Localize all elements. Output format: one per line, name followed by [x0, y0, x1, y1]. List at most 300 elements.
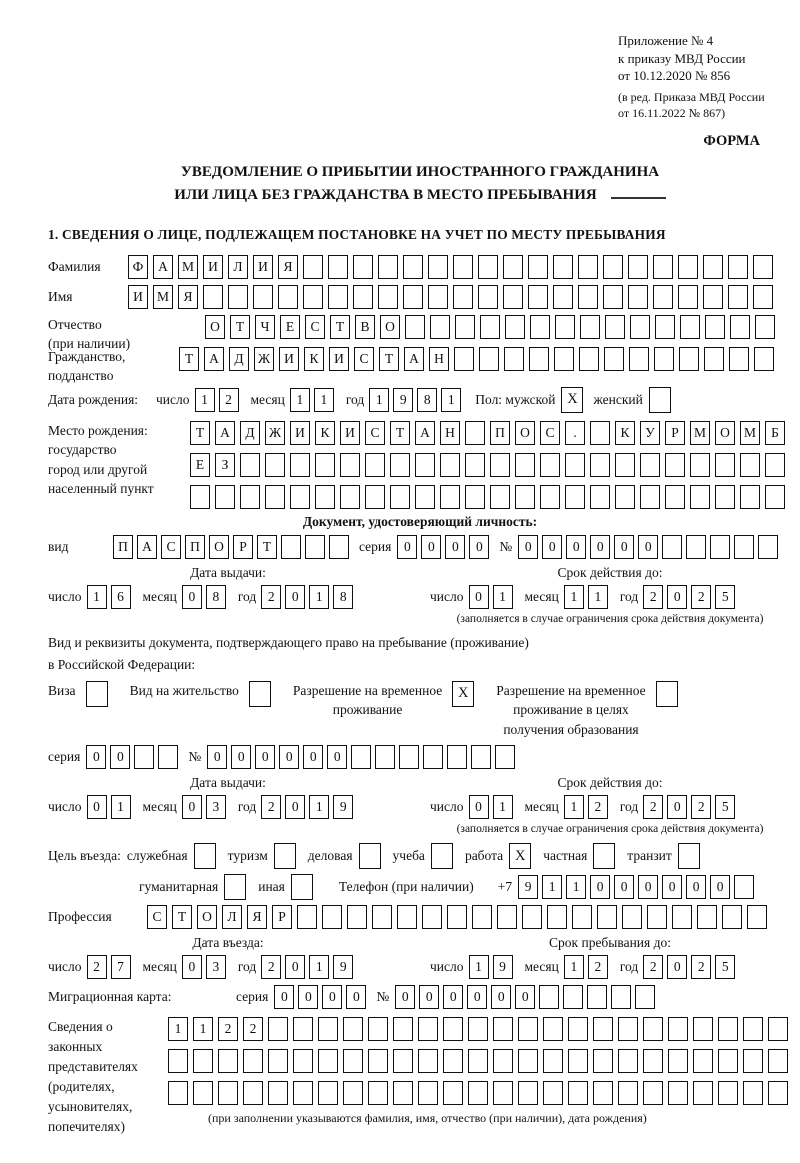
char-cell[interactable]: Ф: [128, 255, 148, 279]
char-cell[interactable]: 0: [395, 985, 415, 1009]
char-cell[interactable]: [718, 1081, 738, 1105]
char-cell[interactable]: [622, 905, 642, 929]
char-cell[interactable]: П: [113, 535, 133, 559]
char-cell[interactable]: [678, 255, 698, 279]
char-cell[interactable]: Т: [257, 535, 277, 559]
purpose-private-checkbox[interactable]: [593, 843, 615, 869]
char-cell[interactable]: [243, 1049, 263, 1073]
char-cell[interactable]: [665, 485, 685, 509]
char-cell[interactable]: [518, 1081, 538, 1105]
char-cell[interactable]: [479, 347, 499, 371]
char-cell[interactable]: Д: [240, 421, 260, 445]
char-cell[interactable]: [605, 315, 625, 339]
residence-permit-checkbox[interactable]: [249, 681, 271, 707]
char-cell[interactable]: [597, 905, 617, 929]
char-cell[interactable]: 0: [346, 985, 366, 1009]
char-cell[interactable]: 2: [691, 795, 711, 819]
char-cell[interactable]: [765, 485, 785, 509]
char-cell[interactable]: [365, 485, 385, 509]
char-cell[interactable]: [253, 285, 273, 309]
char-cell[interactable]: [728, 255, 748, 279]
char-cell[interactable]: [281, 535, 301, 559]
char-cell[interactable]: [268, 1017, 288, 1041]
char-cell[interactable]: [303, 285, 323, 309]
char-cell[interactable]: 8: [417, 388, 437, 412]
char-cell[interactable]: [555, 315, 575, 339]
char-cell[interactable]: [578, 255, 598, 279]
char-cell[interactable]: [579, 347, 599, 371]
char-cell[interactable]: [563, 985, 583, 1009]
char-cell[interactable]: 0: [285, 795, 305, 819]
char-cell[interactable]: [672, 905, 692, 929]
char-cell[interactable]: [203, 285, 223, 309]
char-cell[interactable]: [430, 315, 450, 339]
char-cell[interactable]: 0: [110, 745, 130, 769]
char-cell[interactable]: О: [515, 421, 535, 445]
char-cell[interactable]: 8: [333, 585, 353, 609]
char-cell[interactable]: [265, 485, 285, 509]
char-cell[interactable]: [423, 745, 443, 769]
char-cell[interactable]: 0: [518, 535, 538, 559]
char-cell[interactable]: И: [340, 421, 360, 445]
char-cell[interactable]: 0: [590, 535, 610, 559]
char-cell[interactable]: 1: [566, 875, 586, 899]
char-cell[interactable]: 1: [168, 1017, 188, 1041]
purpose-work-checkbox[interactable]: X: [509, 843, 531, 869]
gender-female-checkbox[interactable]: [649, 387, 671, 413]
char-cell[interactable]: 5: [715, 795, 735, 819]
char-cell[interactable]: 2: [588, 795, 608, 819]
purpose-business-checkbox[interactable]: [359, 843, 381, 869]
char-cell[interactable]: [734, 535, 754, 559]
char-cell[interactable]: 0: [515, 985, 535, 1009]
char-cell[interactable]: [497, 905, 517, 929]
char-cell[interactable]: [729, 347, 749, 371]
char-cell[interactable]: [765, 453, 785, 477]
char-cell[interactable]: Т: [190, 421, 210, 445]
char-cell[interactable]: [539, 985, 559, 1009]
char-cell[interactable]: Т: [330, 315, 350, 339]
char-cell[interactable]: [715, 453, 735, 477]
char-cell[interactable]: Ж: [254, 347, 274, 371]
char-cell[interactable]: Б: [765, 421, 785, 445]
char-cell[interactable]: [528, 255, 548, 279]
char-cell[interactable]: 0: [285, 955, 305, 979]
char-cell[interactable]: 1: [87, 585, 107, 609]
char-cell[interactable]: [490, 485, 510, 509]
char-cell[interactable]: 2: [643, 585, 663, 609]
char-cell[interactable]: [368, 1081, 388, 1105]
char-cell[interactable]: 0: [614, 535, 634, 559]
char-cell[interactable]: [611, 985, 631, 1009]
char-cell[interactable]: [753, 255, 773, 279]
char-cell[interactable]: А: [404, 347, 424, 371]
char-cell[interactable]: [653, 285, 673, 309]
char-cell[interactable]: [268, 1049, 288, 1073]
char-cell[interactable]: 9: [333, 795, 353, 819]
char-cell[interactable]: А: [204, 347, 224, 371]
char-cell[interactable]: Р: [233, 535, 253, 559]
char-cell[interactable]: 0: [87, 795, 107, 819]
char-cell[interactable]: [351, 745, 371, 769]
char-cell[interactable]: 0: [182, 585, 202, 609]
char-cell[interactable]: [705, 315, 725, 339]
char-cell[interactable]: [734, 875, 754, 899]
char-cell[interactable]: И: [279, 347, 299, 371]
char-cell[interactable]: [615, 485, 635, 509]
char-cell[interactable]: [328, 285, 348, 309]
char-cell[interactable]: [653, 255, 673, 279]
char-cell[interactable]: 0: [686, 875, 706, 899]
char-cell[interactable]: [315, 485, 335, 509]
char-cell[interactable]: 1: [314, 388, 334, 412]
char-cell[interactable]: 0: [397, 535, 417, 559]
char-cell[interactable]: [447, 745, 467, 769]
char-cell[interactable]: Т: [390, 421, 410, 445]
char-cell[interactable]: [504, 347, 524, 371]
char-cell[interactable]: [468, 1017, 488, 1041]
char-cell[interactable]: [587, 985, 607, 1009]
char-cell[interactable]: 0: [469, 795, 489, 819]
char-cell[interactable]: [693, 1017, 713, 1041]
char-cell[interactable]: 0: [274, 985, 294, 1009]
char-cell[interactable]: 2: [261, 585, 281, 609]
char-cell[interactable]: 9: [333, 955, 353, 979]
char-cell[interactable]: 0: [469, 535, 489, 559]
char-cell[interactable]: [393, 1081, 413, 1105]
char-cell[interactable]: Е: [190, 453, 210, 477]
char-cell[interactable]: [243, 1081, 263, 1105]
char-cell[interactable]: [418, 1081, 438, 1105]
char-cell[interactable]: [654, 347, 674, 371]
char-cell[interactable]: [572, 905, 592, 929]
char-cell[interactable]: [565, 485, 585, 509]
char-cell[interactable]: [635, 985, 655, 1009]
char-cell[interactable]: 0: [445, 535, 465, 559]
visa-checkbox[interactable]: [86, 681, 108, 707]
char-cell[interactable]: [662, 535, 682, 559]
char-cell[interactable]: [468, 1081, 488, 1105]
char-cell[interactable]: А: [215, 421, 235, 445]
char-cell[interactable]: [665, 453, 685, 477]
char-cell[interactable]: 6: [111, 585, 131, 609]
char-cell[interactable]: [478, 285, 498, 309]
char-cell[interactable]: [455, 315, 475, 339]
char-cell[interactable]: [418, 1049, 438, 1073]
char-cell[interactable]: [754, 347, 774, 371]
char-cell[interactable]: [447, 905, 467, 929]
char-cell[interactable]: [703, 285, 723, 309]
char-cell[interactable]: 0: [614, 875, 634, 899]
char-cell[interactable]: 2: [643, 795, 663, 819]
char-cell[interactable]: [353, 255, 373, 279]
char-cell[interactable]: 1: [369, 388, 389, 412]
char-cell[interactable]: [753, 285, 773, 309]
char-cell[interactable]: [503, 255, 523, 279]
char-cell[interactable]: К: [304, 347, 324, 371]
char-cell[interactable]: [528, 285, 548, 309]
char-cell[interactable]: [718, 1049, 738, 1073]
char-cell[interactable]: [603, 255, 623, 279]
char-cell[interactable]: М: [690, 421, 710, 445]
char-cell[interactable]: [543, 1081, 563, 1105]
char-cell[interactable]: [580, 315, 600, 339]
char-cell[interactable]: [397, 905, 417, 929]
char-cell[interactable]: 0: [467, 985, 487, 1009]
char-cell[interactable]: [758, 535, 778, 559]
char-cell[interactable]: У: [640, 421, 660, 445]
char-cell[interactable]: [193, 1081, 213, 1105]
char-cell[interactable]: [615, 453, 635, 477]
char-cell[interactable]: [710, 535, 730, 559]
char-cell[interactable]: 0: [667, 795, 687, 819]
char-cell[interactable]: [318, 1017, 338, 1041]
char-cell[interactable]: П: [185, 535, 205, 559]
char-cell[interactable]: [668, 1081, 688, 1105]
char-cell[interactable]: 1: [469, 955, 489, 979]
char-cell[interactable]: [372, 905, 392, 929]
char-cell[interactable]: [540, 453, 560, 477]
char-cell[interactable]: [680, 315, 700, 339]
char-cell[interactable]: [743, 1081, 763, 1105]
char-cell[interactable]: [393, 1049, 413, 1073]
char-cell[interactable]: С: [540, 421, 560, 445]
char-cell[interactable]: 7: [111, 955, 131, 979]
char-cell[interactable]: [353, 285, 373, 309]
char-cell[interactable]: О: [715, 421, 735, 445]
char-cell[interactable]: 1: [309, 955, 329, 979]
char-cell[interactable]: [443, 1017, 463, 1041]
char-cell[interactable]: [218, 1049, 238, 1073]
char-cell[interactable]: [593, 1049, 613, 1073]
char-cell[interactable]: 1: [564, 955, 584, 979]
char-cell[interactable]: [568, 1017, 588, 1041]
char-cell[interactable]: 1: [290, 388, 310, 412]
char-cell[interactable]: [403, 255, 423, 279]
char-cell[interactable]: С: [161, 535, 181, 559]
char-cell[interactable]: 0: [303, 745, 323, 769]
char-cell[interactable]: [318, 1081, 338, 1105]
char-cell[interactable]: [590, 453, 610, 477]
char-cell[interactable]: [322, 905, 342, 929]
char-cell[interactable]: [740, 485, 760, 509]
char-cell[interactable]: [640, 485, 660, 509]
char-cell[interactable]: [440, 485, 460, 509]
char-cell[interactable]: [543, 1049, 563, 1073]
char-cell[interactable]: [343, 1081, 363, 1105]
char-cell[interactable]: М: [178, 255, 198, 279]
char-cell[interactable]: [365, 453, 385, 477]
char-cell[interactable]: [743, 1017, 763, 1041]
char-cell[interactable]: [515, 453, 535, 477]
char-cell[interactable]: [193, 1049, 213, 1073]
char-cell[interactable]: [268, 1081, 288, 1105]
char-cell[interactable]: [565, 453, 585, 477]
char-cell[interactable]: [643, 1017, 663, 1041]
char-cell[interactable]: [454, 347, 474, 371]
char-cell[interactable]: О: [209, 535, 229, 559]
char-cell[interactable]: 0: [255, 745, 275, 769]
purpose-transit-checkbox[interactable]: [678, 843, 700, 869]
char-cell[interactable]: Р: [272, 905, 292, 929]
char-cell[interactable]: [668, 1017, 688, 1041]
char-cell[interactable]: [453, 255, 473, 279]
char-cell[interactable]: [368, 1017, 388, 1041]
char-cell[interactable]: [678, 285, 698, 309]
char-cell[interactable]: Т: [230, 315, 250, 339]
char-cell[interactable]: [443, 1049, 463, 1073]
char-cell[interactable]: Р: [665, 421, 685, 445]
char-cell[interactable]: [415, 453, 435, 477]
char-cell[interactable]: [305, 535, 325, 559]
char-cell[interactable]: [297, 905, 317, 929]
purpose-tourism-checkbox[interactable]: [274, 843, 296, 869]
char-cell[interactable]: [495, 745, 515, 769]
temp-residence-edu-checkbox[interactable]: [656, 681, 678, 707]
char-cell[interactable]: [668, 1049, 688, 1073]
char-cell[interactable]: 0: [667, 955, 687, 979]
char-cell[interactable]: 5: [715, 955, 735, 979]
char-cell[interactable]: 0: [285, 585, 305, 609]
char-cell[interactable]: 1: [493, 585, 513, 609]
char-cell[interactable]: С: [147, 905, 167, 929]
char-cell[interactable]: [693, 1081, 713, 1105]
char-cell[interactable]: 0: [419, 985, 439, 1009]
char-cell[interactable]: [303, 255, 323, 279]
char-cell[interactable]: 0: [279, 745, 299, 769]
char-cell[interactable]: 2: [691, 955, 711, 979]
char-cell[interactable]: [465, 485, 485, 509]
char-cell[interactable]: [428, 285, 448, 309]
char-cell[interactable]: [703, 255, 723, 279]
char-cell[interactable]: [603, 285, 623, 309]
char-cell[interactable]: [343, 1049, 363, 1073]
char-cell[interactable]: [543, 1017, 563, 1041]
char-cell[interactable]: Н: [429, 347, 449, 371]
char-cell[interactable]: [568, 1049, 588, 1073]
char-cell[interactable]: 0: [638, 535, 658, 559]
temp-residence-checkbox[interactable]: X: [452, 681, 474, 707]
char-cell[interactable]: 2: [643, 955, 663, 979]
char-cell[interactable]: 5: [715, 585, 735, 609]
char-cell[interactable]: [704, 347, 724, 371]
char-cell[interactable]: [690, 485, 710, 509]
char-cell[interactable]: [168, 1081, 188, 1105]
char-cell[interactable]: [715, 485, 735, 509]
char-cell[interactable]: 2: [261, 955, 281, 979]
char-cell[interactable]: 1: [542, 875, 562, 899]
char-cell[interactable]: 0: [590, 875, 610, 899]
char-cell[interactable]: [293, 1017, 313, 1041]
char-cell[interactable]: 2: [219, 388, 239, 412]
char-cell[interactable]: 0: [182, 795, 202, 819]
char-cell[interactable]: 1: [493, 795, 513, 819]
char-cell[interactable]: [471, 745, 491, 769]
char-cell[interactable]: [368, 1049, 388, 1073]
char-cell[interactable]: 0: [491, 985, 511, 1009]
char-cell[interactable]: А: [415, 421, 435, 445]
char-cell[interactable]: Я: [178, 285, 198, 309]
char-cell[interactable]: [722, 905, 742, 929]
char-cell[interactable]: [655, 315, 675, 339]
char-cell[interactable]: [378, 255, 398, 279]
char-cell[interactable]: [403, 285, 423, 309]
char-cell[interactable]: Д: [229, 347, 249, 371]
char-cell[interactable]: [493, 1017, 513, 1041]
char-cell[interactable]: 1: [588, 585, 608, 609]
char-cell[interactable]: Я: [247, 905, 267, 929]
char-cell[interactable]: [618, 1081, 638, 1105]
char-cell[interactable]: [315, 453, 335, 477]
char-cell[interactable]: [218, 1081, 238, 1105]
char-cell[interactable]: [697, 905, 717, 929]
char-cell[interactable]: 1: [195, 388, 215, 412]
char-cell[interactable]: [440, 453, 460, 477]
char-cell[interactable]: 0: [667, 585, 687, 609]
char-cell[interactable]: 0: [182, 955, 202, 979]
char-cell[interactable]: [568, 1081, 588, 1105]
char-cell[interactable]: Ж: [265, 421, 285, 445]
char-cell[interactable]: [618, 1049, 638, 1073]
char-cell[interactable]: [134, 745, 154, 769]
char-cell[interactable]: [728, 285, 748, 309]
char-cell[interactable]: [547, 905, 567, 929]
char-cell[interactable]: [768, 1049, 788, 1073]
char-cell[interactable]: [290, 453, 310, 477]
char-cell[interactable]: [168, 1049, 188, 1073]
char-cell[interactable]: 1: [111, 795, 131, 819]
char-cell[interactable]: [493, 1081, 513, 1105]
char-cell[interactable]: Т: [379, 347, 399, 371]
char-cell[interactable]: [240, 485, 260, 509]
char-cell[interactable]: И: [203, 255, 223, 279]
char-cell[interactable]: В: [355, 315, 375, 339]
purpose-study-checkbox[interactable]: [431, 843, 453, 869]
char-cell[interactable]: [768, 1017, 788, 1041]
char-cell[interactable]: [478, 255, 498, 279]
char-cell[interactable]: 3: [206, 955, 226, 979]
char-cell[interactable]: 1: [309, 795, 329, 819]
char-cell[interactable]: [340, 485, 360, 509]
char-cell[interactable]: [399, 745, 419, 769]
char-cell[interactable]: [503, 285, 523, 309]
gender-male-checkbox[interactable]: X: [561, 387, 583, 413]
char-cell[interactable]: [643, 1049, 663, 1073]
char-cell[interactable]: [265, 453, 285, 477]
char-cell[interactable]: [378, 285, 398, 309]
char-cell[interactable]: [328, 255, 348, 279]
char-cell[interactable]: И: [329, 347, 349, 371]
char-cell[interactable]: [554, 347, 574, 371]
char-cell[interactable]: С: [365, 421, 385, 445]
char-cell[interactable]: [553, 285, 573, 309]
char-cell[interactable]: [679, 347, 699, 371]
char-cell[interactable]: [553, 255, 573, 279]
char-cell[interactable]: [422, 905, 442, 929]
char-cell[interactable]: 0: [662, 875, 682, 899]
char-cell[interactable]: И: [128, 285, 148, 309]
char-cell[interactable]: П: [490, 421, 510, 445]
char-cell[interactable]: [405, 315, 425, 339]
char-cell[interactable]: Л: [222, 905, 242, 929]
char-cell[interactable]: [690, 453, 710, 477]
char-cell[interactable]: [375, 745, 395, 769]
char-cell[interactable]: [415, 485, 435, 509]
char-cell[interactable]: 0: [542, 535, 562, 559]
char-cell[interactable]: [190, 485, 210, 509]
char-cell[interactable]: [158, 745, 178, 769]
char-cell[interactable]: [493, 1049, 513, 1073]
